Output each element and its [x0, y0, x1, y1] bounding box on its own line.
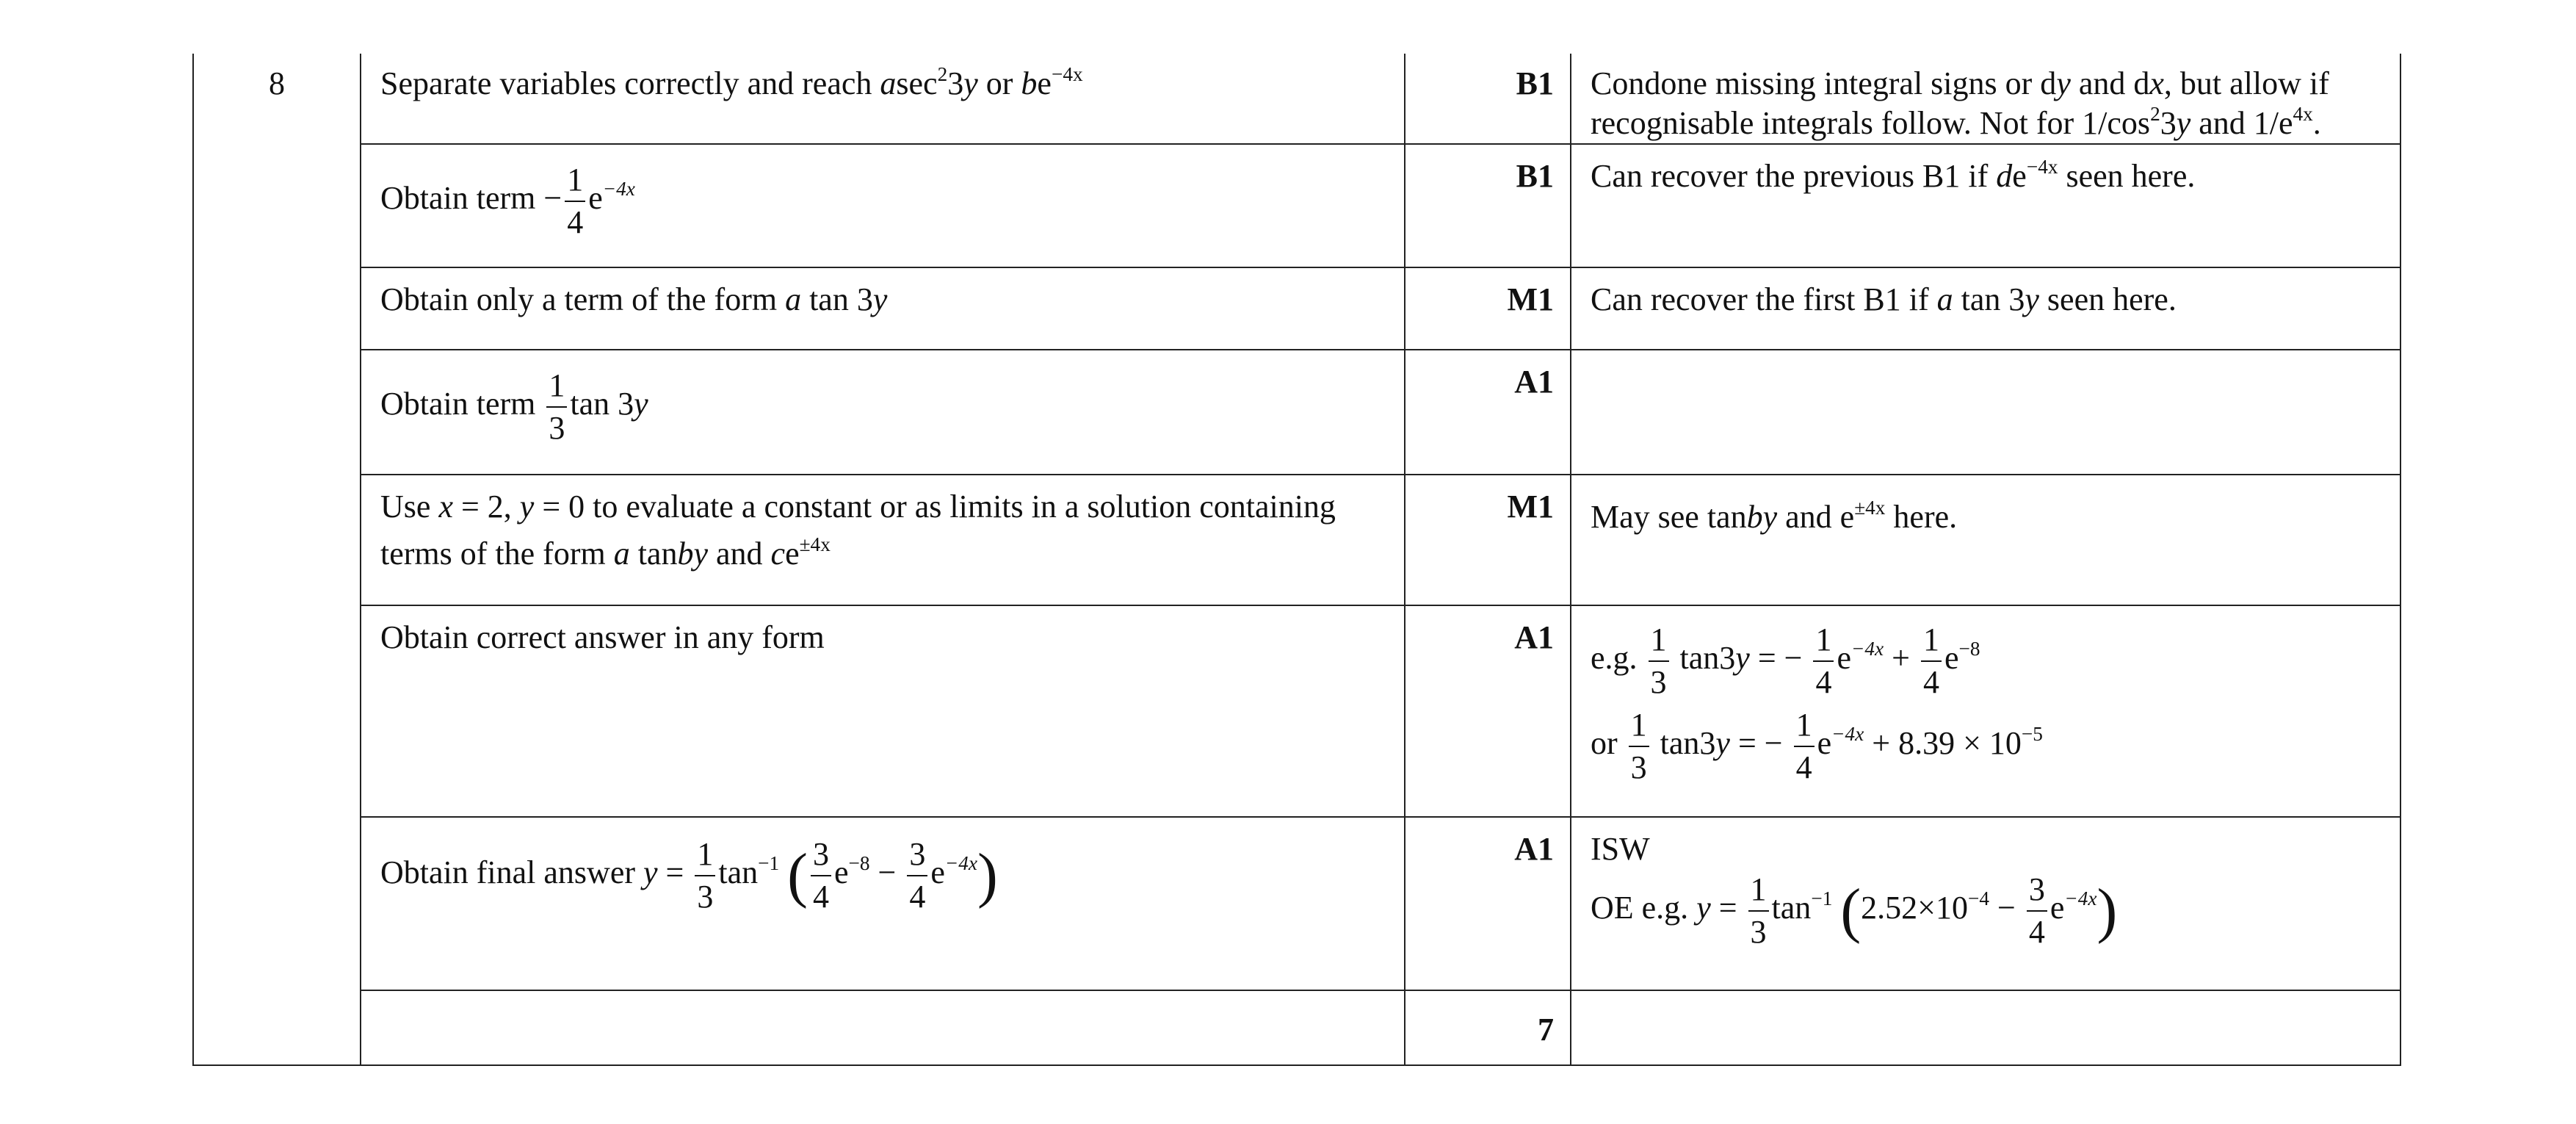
guidance-text-5: May see tanby and $e^{\pm 4x}$ here. — [1591, 496, 1958, 535]
mark-cell-3 — [1405, 267, 1571, 350]
guidance-cell-3 — [1571, 267, 2400, 350]
total-mark-cell — [1405, 990, 1571, 1065]
question-number-cell — [193, 54, 361, 1065]
mark-cell-1 — [1405, 54, 1571, 144]
answer-text-5: Use x = 2, y = 0 to evaluate a constant or as limits in a solution containing terms of the form a tanby and $ce^{\pm 4x}$ — [380, 489, 1336, 572]
answer-cell-5 — [361, 475, 1405, 605]
total-answer-cell — [361, 990, 1405, 1065]
guidance-text-3: Can recover the first B1 if a tan 3y seen here. — [1591, 281, 2177, 317]
answer-cell-1 — [361, 54, 1405, 144]
guidance-7-isw: ISW — [1591, 831, 1650, 867]
guidance-text-1: Condone missing integral signs or dy and dx, but allow if recognisable integrals follow. Not for $1/\cos^23y$ and $1/e^{4x}$. — [1591, 65, 2329, 141]
answer-cell-7 — [361, 817, 1405, 990]
answer-text-2: Obtain term − $\frac{1}{4}$ $e^{-4x}$ — [380, 162, 635, 240]
question-number: 8 — [269, 65, 285, 101]
guidance-text-7 — [1571, 818, 2400, 948]
mark-4: A1 — [1514, 364, 1554, 400]
mark-cell-5 — [1405, 475, 1571, 605]
answer-cell-3 — [361, 267, 1405, 350]
guidance-cell-5 — [1571, 475, 2400, 605]
guidance-cell-2 — [1571, 144, 2400, 267]
answer-cell-6 — [361, 605, 1405, 817]
answer-text-1: Separate variables correctly and reach asec$^2$3y or $be^{-4x}$ — [380, 62, 1083, 101]
mark-cell-4 — [1405, 350, 1571, 475]
guidance-6-line-2: or $\frac{1}{3}$ tan3y = − $\frac{1}{4}$ $e^{-4x} + 8.39 \times 10^{-5}$ — [1591, 707, 2043, 785]
guidance-cell-7 — [1571, 817, 2400, 990]
mark-6: A1 — [1514, 619, 1554, 655]
mark-cell-7 — [1405, 817, 1571, 990]
mark-1: B1 — [1516, 65, 1554, 101]
mark-3: M1 — [1507, 281, 1554, 317]
answer-text-4: Obtain term $\frac{1}{3}$ tan 3y — [380, 367, 648, 446]
fraction-one-third: $\frac{1}{3}$ — [546, 370, 567, 444]
guidance-cell-1 — [1571, 54, 2400, 144]
guidance-cell-6 — [1571, 605, 2400, 817]
guidance-6-line-1: e.g. $\frac{1}{3}$ tan3y = − $\frac{1}{4}$ $e^{-4x}$ + $\frac{1}{4}$ $e^{-8}$ — [1591, 622, 1980, 700]
guidance-cell-4 — [1571, 350, 2400, 475]
mark-7: A1 — [1514, 831, 1554, 867]
mark-cell-2 — [1405, 144, 1571, 267]
answer-text-7: Obtain final answer y = $\frac{1}{3}$ $\tan^{-1}$ ( $\frac{3}{4}$ $e^{-8}$ − $\frac{3}{4}$ $e^{-4x}$) — [380, 836, 998, 915]
total-guidance-cell — [1571, 990, 2400, 1065]
answer-text-3: Obtain only a term of the form a tan 3y — [380, 281, 888, 317]
fraction-one-quarter: $\frac{1}{4}$ — [565, 164, 585, 239]
mark-2: B1 — [1516, 158, 1554, 194]
mark-cell-6 — [1405, 605, 1571, 817]
answer-text-6: Obtain correct answer in any form — [380, 619, 825, 655]
mark-5: M1 — [1507, 489, 1554, 525]
mark-scheme-table — [192, 54, 2401, 1066]
answer-cell-4 — [361, 350, 1405, 475]
total-marks: 7 — [1538, 1012, 1554, 1048]
guidance-7-oe: OE e.g. y = $\frac{1}{3}$ $\tan^{-1} (2.52\times 10^{-4}$ − $\frac{3}{4}$ $e^{-4x}$) — [1591, 871, 2118, 950]
guidance-text-2: Can recover the previous B1 if $de^{-4x}$ seen here. — [1591, 155, 2196, 194]
guidance-text-6 — [1571, 606, 2400, 784]
answer-cell-2 — [361, 144, 1405, 267]
